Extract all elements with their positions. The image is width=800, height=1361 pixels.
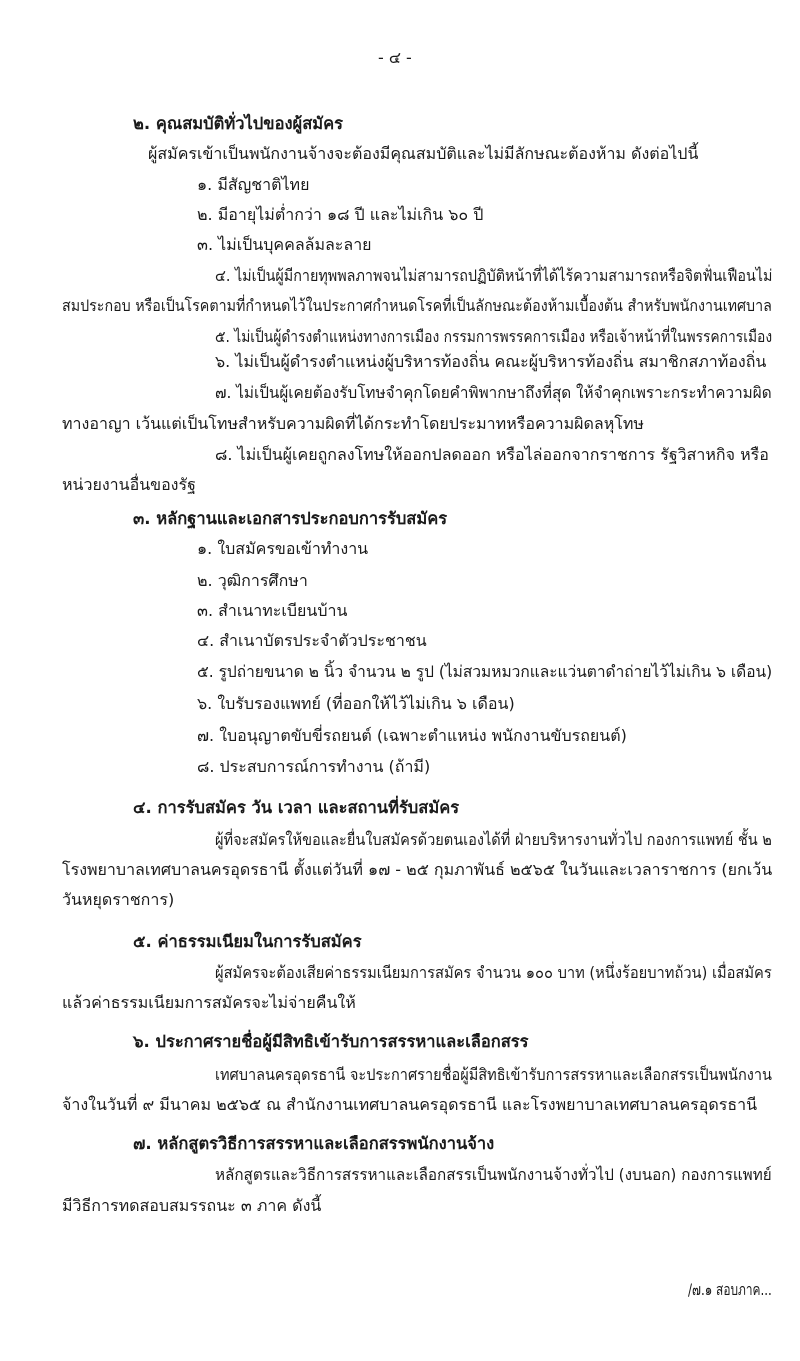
list-item: ๖. ใบรับรองแพทย์ (ที่ออกให้ไว้ไม่เกิน ๖ เดือน)	[197, 694, 515, 713]
list-item: ๖. ไม่เป็นผู้ดำรงตำแหน่งผู้บริหารท้องถิ่น คณะผู้บริหารท้องถิ่น สมาชิกสภาท้องถิ่น	[215, 352, 767, 371]
list-item: ๘. ไม่เป็นผู้เคยถูกลงโทษให้ออกปลดออก หรือไล่ออกจากราชการ รัฐวิสาหกิจ หรือ	[215, 445, 769, 464]
list-item: ๘. ประสบการณ์การทำงาน (ถ้ามี)	[197, 757, 431, 776]
list-item-continuation: หน่วยงานอื่นของรัฐ	[62, 475, 196, 494]
paragraph-line: จ้างในวันที่ ๙ มีนาคม ๒๕๖๕ ณ สำนักงานเทศบาลนครอุดรธานี และโรงพยาบาลเทศบาลนครอุดรธานี	[62, 1095, 758, 1114]
paragraph-line: โรงพยาบาลเทศบาลนครอุดรธานี ตั้งแต่วันที่ ๑๗ - ๒๕ กุมภาพันธ์ ๒๕๖๕ ในวันและเวลาราชการ (ยกเว้น	[62, 860, 773, 879]
list-item: ๗. ไม่เป็นผู้เคยต้องรับโทษจำคุกโดยคำพิพากษาถึงที่สุด ให้จำคุกเพราะกระทำความผิด	[215, 383, 772, 402]
list-item: ๔. ไม่เป็นผู้มีกายทุพพลภาพจนไม่สามารถปฏิบัติหน้าที่ได้ไร้ความสามารถหรือจิตฟั่นเฟือนไม่	[215, 266, 773, 285]
list-item: ๕. ไม่เป็นผู้ดำรงตำแหน่งทางการเมือง กรรมการพรรคการเมือง หรือเจ้าหน้าที่ในพรรคการเมือง	[215, 327, 773, 346]
section-4-heading: ๔. การรับสมัคร วัน เวลา และสถานที่รับสมัคร	[133, 798, 460, 817]
page-number: - ๔ -	[378, 48, 412, 67]
section-3-heading: ๓. หลักฐานและเอกสารประกอบการรับสมัคร	[133, 509, 448, 528]
section-7-heading: ๗. หลักสูตรวิธีการสรรหาและเลือกสรรพนักงานจ้าง	[133, 1134, 495, 1153]
list-item: ๓. ไม่เป็นบุคคลล้มละลาย	[197, 235, 372, 254]
paragraph-line: ผู้สมัครจะต้องเสียค่าธรรมเนียมการสมัคร จำนวน ๑๐๐ บาท (หนึ่งร้อยบาทถ้วน) เมื่อสมัคร	[215, 963, 772, 982]
paragraph-line: วันหยุดราชการ)	[62, 890, 175, 909]
paragraph-line: เทศบาลนครอุดรธานี จะประกาศรายชื่อผู้มีสิทธิเข้ารับการสรรหาและเลือกสรรเป็นพนักงาน	[215, 1065, 772, 1084]
list-item: ๒. วุฒิการศึกษา	[197, 571, 308, 590]
list-item: ๓. สำเนาทะเบียนบ้าน	[197, 601, 348, 620]
footer-continuation: /๗.๑ สอบภาค...	[688, 1280, 772, 1299]
list-item: ๑. มีสัญชาติไทย	[197, 175, 310, 194]
list-item: ๗. ใบอนุญาตขับขี่รถยนต์ (เฉพาะตำแหน่ง พนักงานขับรถยนต์)	[197, 726, 627, 745]
list-item: ๒. มีอายุไม่ต่ำกว่า ๑๘ ปี และไม่เกิน ๖๐ ปี	[197, 205, 484, 224]
paragraph-line: แล้วค่าธรรมเนียมการสมัครจะไม่จ่ายคืนให้	[62, 993, 356, 1012]
list-item: ๔. สำเนาบัตรประจำตัวประชาชน	[197, 631, 427, 650]
list-item: ๕. รูปถ่ายขนาด ๒ นิ้ว จำนวน ๒ รูป (ไม่สวมหมวกและแว่นตาดำถ่ายไว้ไม่เกิน ๖ เดือน)	[197, 662, 773, 681]
list-item-continuation: ทางอาญา เว้นแต่เป็นโทษสำหรับความผิดที่ได้กระทำโดยประมาทหรือความผิดลหุโทษ	[62, 414, 644, 433]
paragraph-line: มีวิธีการทดสอบสมรรถนะ ๓ ภาค ดังนี้	[62, 1196, 322, 1215]
list-item: ๑. ใบสมัครขอเข้าทำงาน	[197, 539, 369, 558]
paragraph-line: ผู้ที่จะสมัครให้ขอและยื่นใบสมัครด้วยตนเองได้ที่ ฝ่ายบริหารงานทั่วไป กองการแพทย์ ชั้น ๒	[215, 830, 772, 849]
section-5-heading: ๕. ค่าธรรมเนียมในการรับสมัคร	[133, 932, 362, 951]
section-2-intro: ผู้สมัครเข้าเป็นพนักงานจ้างจะต้องมีคุณสมบัติและไม่มีลักษณะต้องห้าม ดังต่อไปนี้	[148, 144, 699, 163]
paragraph-line: หลักสูตรและวิธีการสรรหาและเลือกสรรเป็นพนักงานจ้างทั่วไป (งบนอก) กองการแพทย์	[215, 1165, 772, 1184]
list-item-continuation: สมประกอบ หรือเป็นโรคตามที่กำหนดไว้ในประกาศกำหนดโรคที่เป็นลักษณะต้องห้ามเบื้องต้น สำหรับพนักงานเทศบาล	[62, 296, 772, 315]
section-2-heading: ๒. คุณสมบัติทั่วไปของผู้สมัคร	[133, 114, 344, 133]
section-6-heading: ๖. ประกาศรายชื่อผู้มีสิทธิเข้ารับการสรรหาและเลือกสรร	[133, 1032, 529, 1051]
